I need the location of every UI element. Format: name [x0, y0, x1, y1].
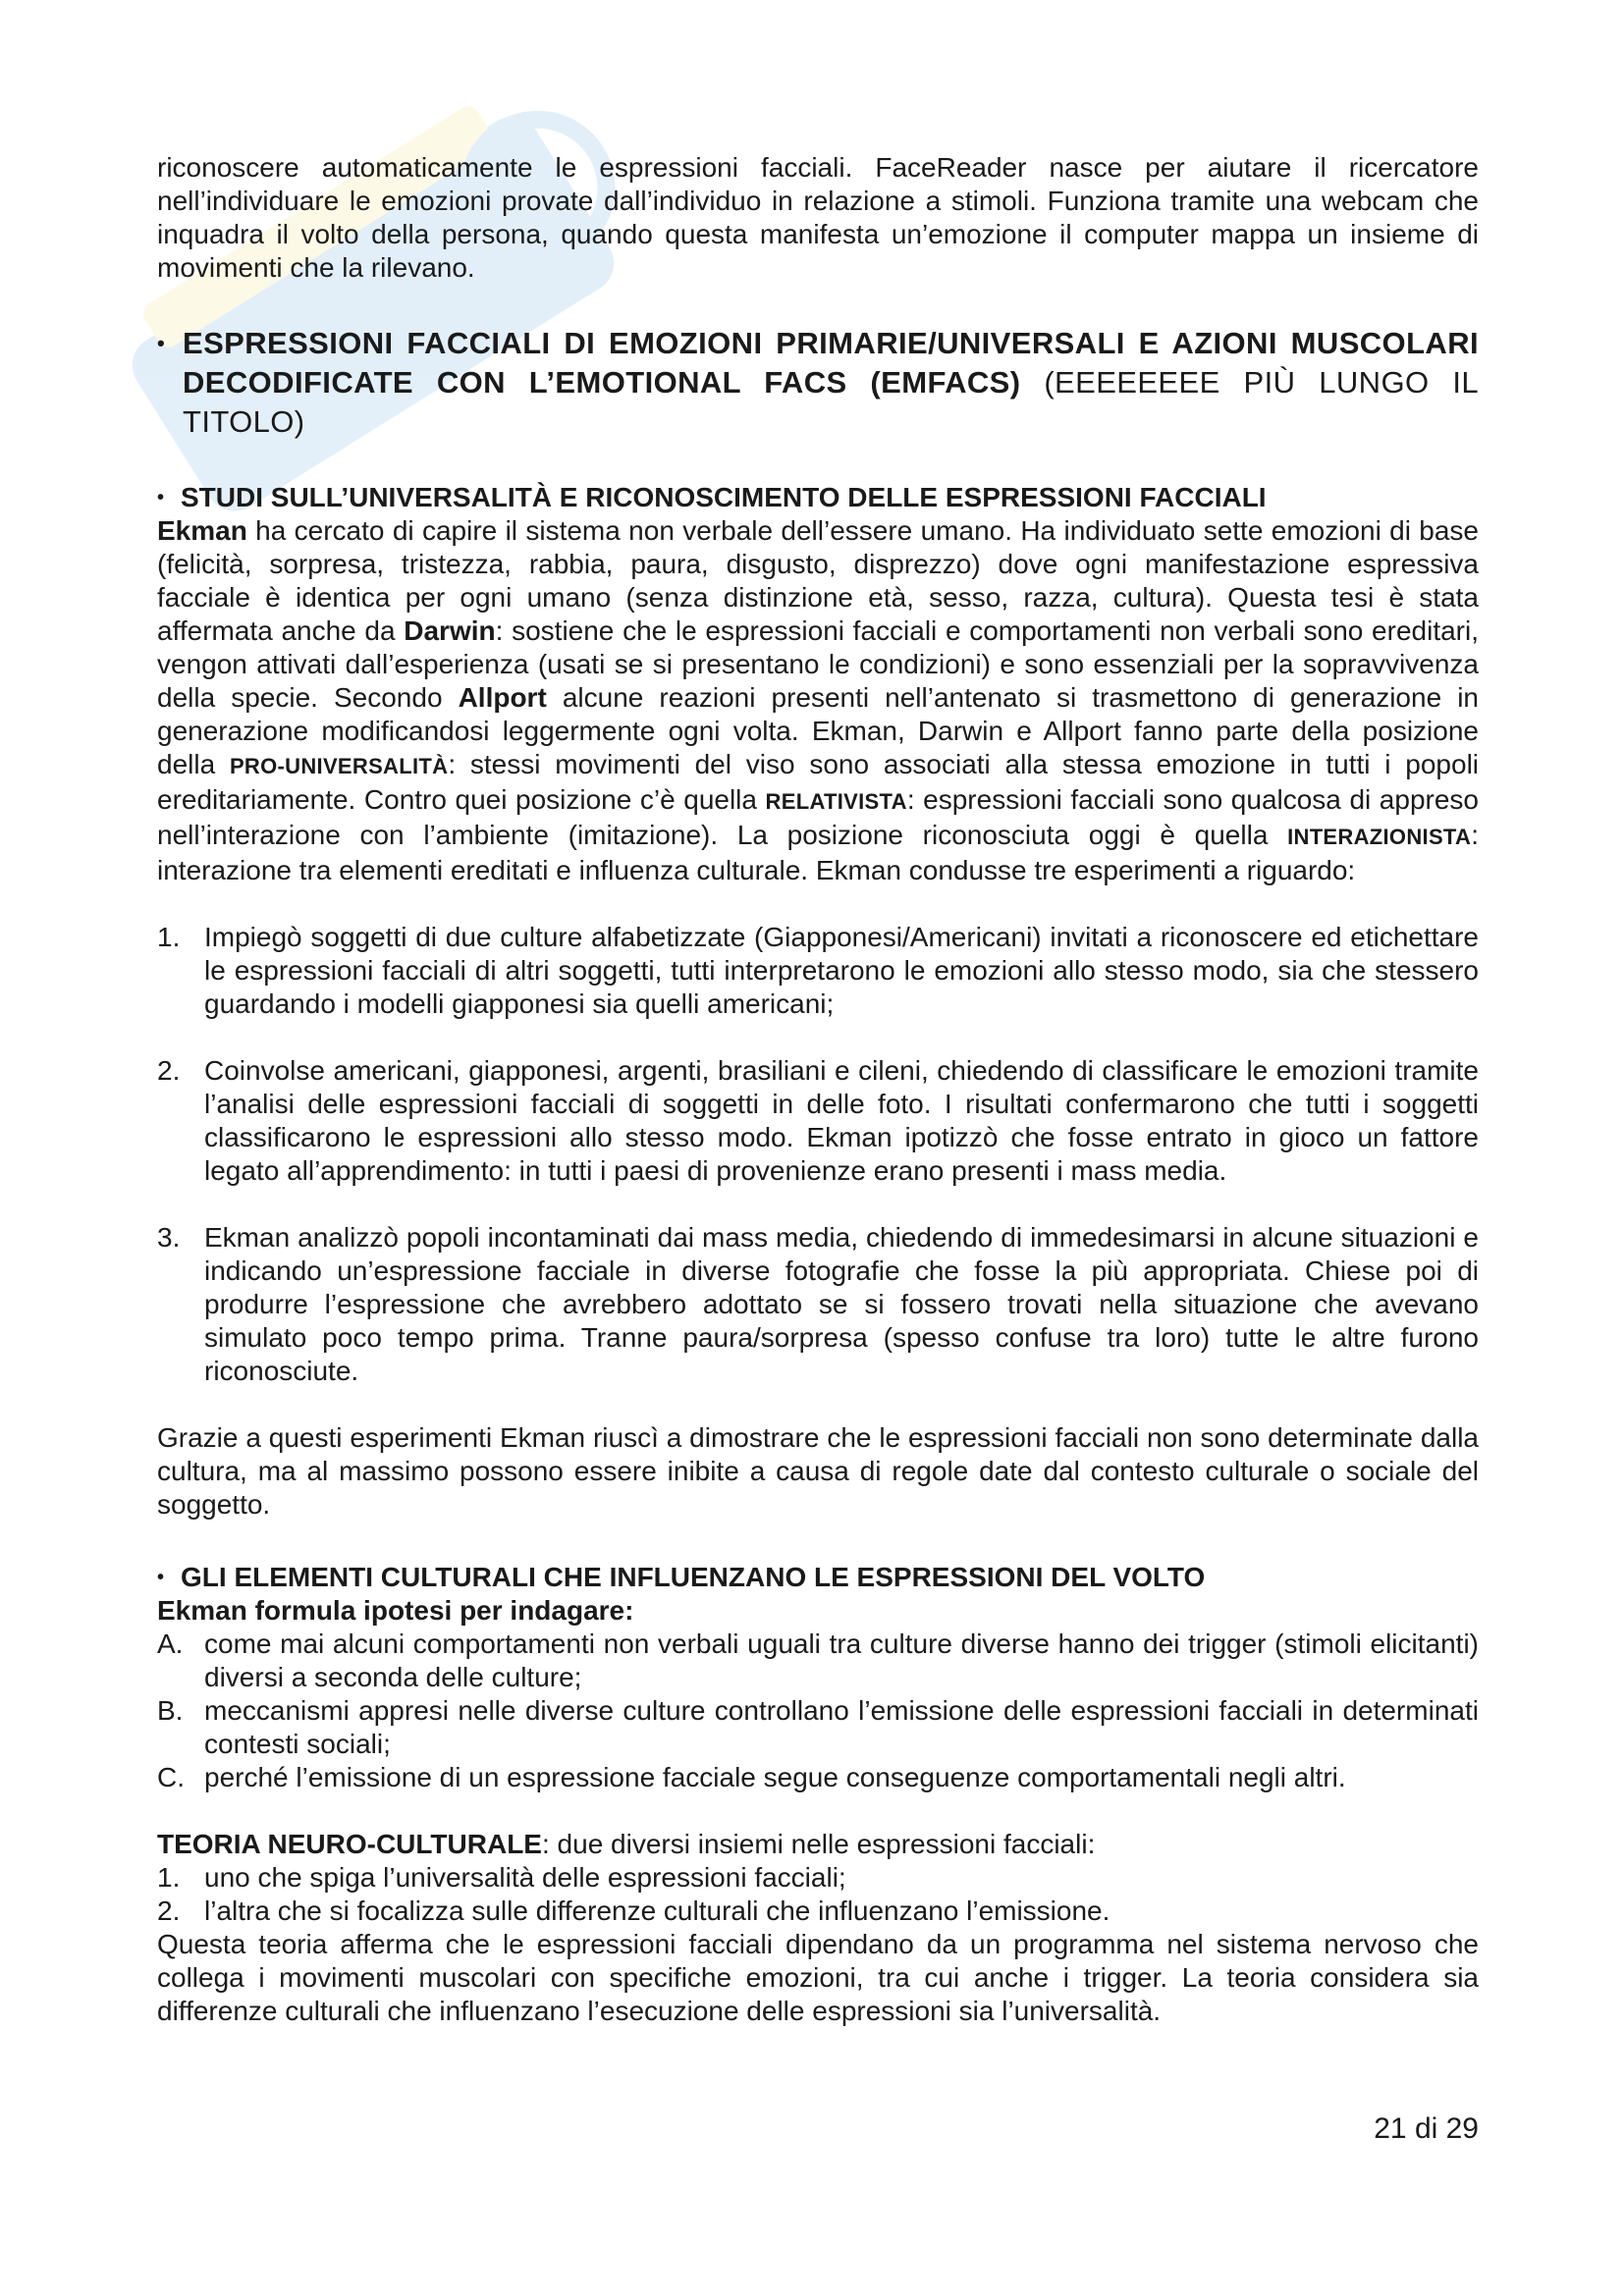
name-ekman: Ekman — [157, 515, 247, 546]
page-number: 21 di 29 — [1374, 2112, 1479, 2145]
term-pro-universalita: PRO-UNIVERSALITÀ — [229, 754, 449, 778]
term-relativista: RELATIVISTA — [765, 789, 907, 814]
culturali-title: GLI ELEMENTI CULTURALI CHE INFLUENZANO LE ESPRESSIONI DEL VOLTO — [181, 1562, 1206, 1592]
intro-paragraph: riconoscere automaticamente le espressioni facciali. FaceReader nasce per aiutare il ricercatore nell’individuare le emozioni provate dall’individuo in relazione a stimoli. Funziona tramite una webcam che inquadra il volto della persona, quando questa manifesta un’emozione il computer mappa un insieme di movimenti che la rilevano. — [157, 152, 1479, 283]
section-heading-emfacs — [157, 324, 1479, 442]
page-content — [157, 151, 1479, 2028]
list-item: 3. Ekman analizzò popoli incontaminati dai mass media, chiedendo di immedesimarsi in alcune situazioni e indicando un’espressione facciale in diverse fotografie che fosse la più appropriata. Chiese poi di produrre l’espressione che avrebbero adottato se si fossero trovati nella situazione che avevano simulato poco tempo prima. Tranne paura/sorpresa (spesso confuse tra loro) tutte le altre furono riconosciute. — [157, 1222, 1479, 1386]
theory-list — [157, 1861, 1479, 1928]
emfacs-title: ESPRESSIONI FACCIALI DI EMOZIONI PRIMARIE/UNIVERSALI E AZIONI MUSCOLARI DECODIFICATE CON L’EMOTIONAL FACS (EMFACS) — [183, 326, 1479, 400]
universalita-paragraph: Ekman ha cercato di capire il sistema non verbale dell’essere umano. Ha individuato sette emozioni di base (felicità, sorpresa, tristezza, rabbia, paura, disgusto, disprezzo) dove ogni manifestazione espressiva facciale è identica per ogni umano (senza distinzione età, sesso, razza, cultura). Questa tesi è stata affermata anche da Darwin: sostiene che le espressioni facciali e comportamenti non verbali sono ereditari, vengon attivati dall’esperienza (usati se si presentano le condizioni) e sono essenziali per la sopravvivenza della specie. Secondo Allport alcune reazioni presenti nell’antenato si trasmettono di generazione in generazione modificandosi leggermente ogni volta. Ekman, Darwin e Allport fanno parte della posizione della PRO-UNIVERSALITÀ: stessi movimenti del viso sono associati alla stessa emozione in tutti i popoli ereditariamente. Contro quei posizione c’è quella RELATIVISTA: espressioni facciali sono qualcosa di appreso nell’interazione con l’ambiente (imitazione). La posizione riconosciuta oggi è quella INTERAZIONISTA: interazione tra elementi ereditati e influenza culturale. Ekman condusse tre esperimenti a riguardo: — [157, 515, 1480, 885]
theory-intro: TEORIA NEURO-CULTURALE: due diversi insiemi nelle espressioni facciali: — [157, 1829, 1096, 1859]
hypotheses-lead: Ekman formula ipotesi per indagare: — [157, 1595, 634, 1626]
bullet-icon: • — [157, 331, 166, 355]
name-darwin: Darwin — [404, 615, 496, 646]
bullet-icon: • — [157, 1567, 165, 1588]
list-item: B. meccanismi appresi nelle diverse culture controllano l’emissione delle espressioni facciali in determinati contesti sociali; — [157, 1695, 1479, 1759]
list-item: 1. Impiegò soggetti di due culture alfabetizzate (Giapponesi/Americani) invitati a riconoscere ed etichettare le espressioni facciali di altri soggetti, tutti interpretarono le emozioni allo stesso modo, sia che stessero guardando i modelli giapponesi sia quelli americani; — [157, 922, 1479, 1019]
bullet-icon: • — [157, 487, 165, 508]
list-item: 1. uno che spiga l’universalità delle espressioni facciali; — [157, 1862, 846, 1893]
list-item: 2. Coinvolse americani, giapponesi, argenti, brasiliani e cileni, chiedendo di classificare le emozioni tramite l’analisi delle espressioni facciali di soggetti in delle foto. I risultati confermarono che tutti i soggetti classificarono le espressioni allo stesso modo. Ekman ipotizzò che fosse entrato in gioco un fattore legato all’apprendimento: in tutti i paesi di provenienze erano presenti i mass media. — [157, 1055, 1479, 1186]
list-item: C. perché l’emissione di un espressione facciale segue conseguenze comportamentali negli altri. — [157, 1762, 1346, 1792]
universalita-title: STUDI SULL’UNIVERSALITÀ E RICONOSCIMENTO DELLE ESPRESSIONI FACCIALI — [181, 482, 1267, 512]
experiments-list — [157, 921, 1479, 1388]
emfacs-title-note: (EEEEEEEE PIÙ LUNGO IL TITOLO) — [183, 365, 1479, 439]
hypotheses-list — [157, 1628, 1479, 1794]
theory-closing: Questa teoria afferma che le espressioni facciali dipendano da un programma nel sistema nervoso che collega i movimenti muscolari con specifiche emozioni, tra cui anche i trigger. La teoria considera sia differenze culturali che influenzano l’esecuzione delle espressioni sia l’universalità. — [157, 1929, 1479, 2026]
list-item: 2. l’altra che si focalizza sulle differenze culturali che influenzano l’emissione. — [157, 1896, 1110, 1926]
list-item: A. come mai alcuni comportamenti non verbali uguali tra culture diverse hanno dei trigger (stimoli elicitanti) diversi a seconda delle culture; — [157, 1629, 1479, 1692]
section-heading-culturali — [157, 1561, 1479, 1594]
conclusion-paragraph: Grazie a questi esperimenti Ekman riuscì a dimostrare che le espressioni facciali non sono determinate dalla cultura, ma al massimo possono essere inibite a causa di regole date dal contesto culturale o sociale del soggetto. — [157, 1422, 1479, 1520]
name-allport: Allport — [458, 682, 547, 713]
section-heading-universalita — [157, 481, 1479, 514]
term-interazionista: INTERAZIONISTA — [1287, 825, 1472, 849]
theory-title: TEORIA NEURO-CULTURALE — [157, 1829, 542, 1859]
